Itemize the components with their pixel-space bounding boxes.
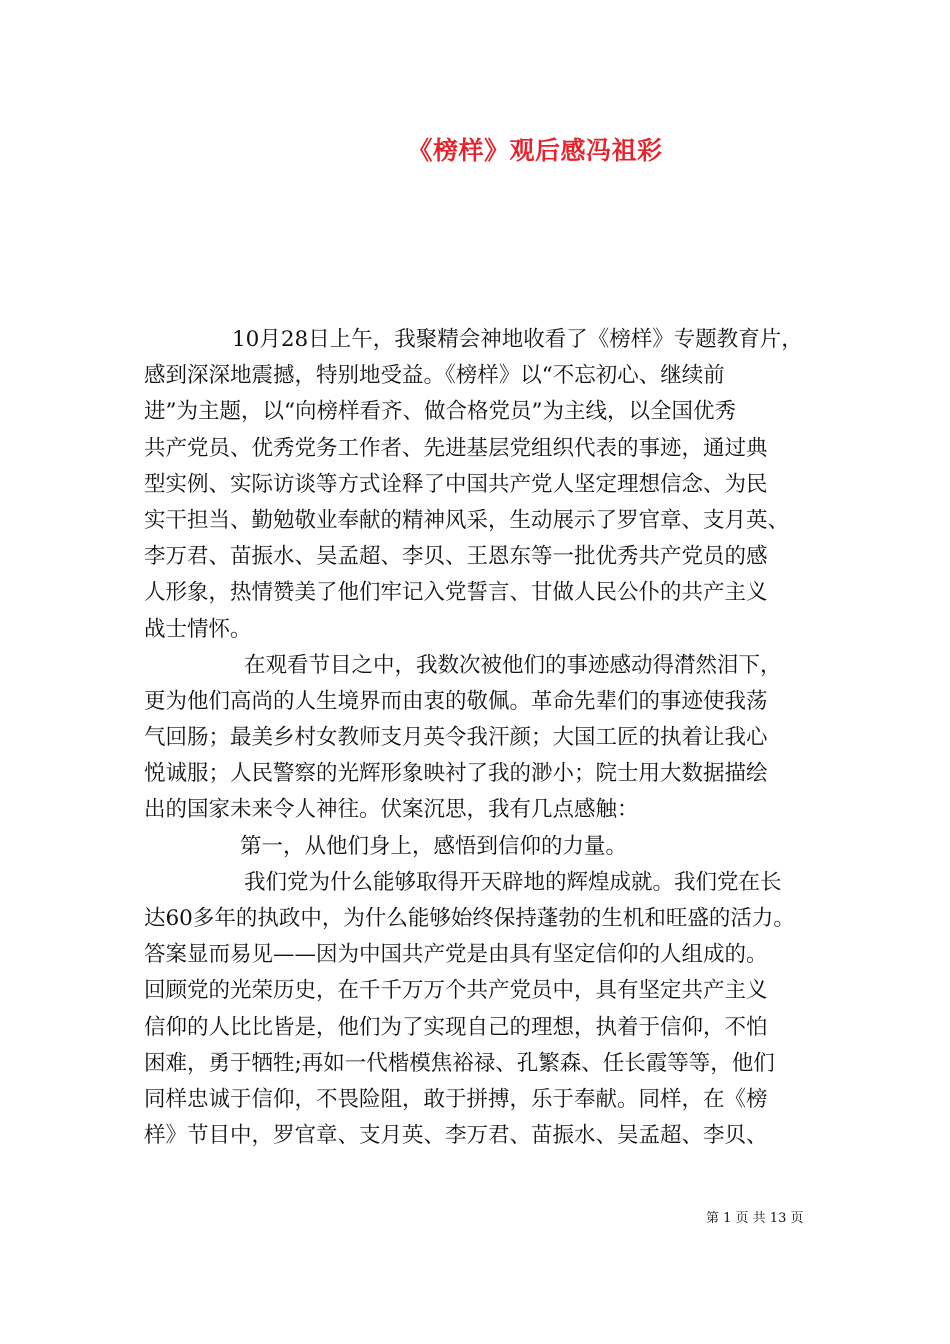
paragraph-line: 答案显而易见——因为中国共产党是由具有坚定信仰的人组成的。 (144, 942, 768, 968)
paragraph-line: 型实例、实际访谈等方式诠释了中国共产党人坚定理想信念、为民 (144, 471, 768, 497)
paragraph-line: 信仰的人比比皆是，他们为了实现自己的理想，执着于信仰，不怕 (144, 1014, 768, 1040)
paragraph-line: 人形象，热情赞美了他们牢记入党誓言、甘做人民公仆的共产主义 (144, 580, 768, 606)
paragraph-line: 10月28日上午，我聚精会神地收看了《榜样》专题教育片， (232, 327, 803, 352)
paragraph-line: 感到深深地震撼，特别地受益。《榜样》以“不忘初心、继续前 (144, 363, 725, 389)
document-title: 《榜样》观后感冯祖彩 (407, 136, 663, 165)
paragraph-line: 出的国家未来令人神往。伏案沉思，我有几点感触： (144, 797, 639, 823)
page-number-footer: 第 1 页 共 13 页 (706, 1211, 804, 1226)
paragraph-line: 共产党员、优秀党务工作者、先进基层党组织代表的事迹，通过典 (144, 435, 768, 461)
paragraph-line: 战士情怀。 (144, 616, 252, 642)
paragraph-line: 达60多年的执政中，为什么能够始终保持蓬勃的生机和旺盛的活力。 (144, 906, 795, 931)
document-body (144, 322, 814, 1154)
paragraph-line: 气回肠；最美乡村女教师支月英令我汗颜；大国工匠的执着让我心 (144, 725, 768, 751)
paragraph-line: 困难，勇于牺牲;再如一代楷模焦裕禄、孔繁森、任长霞等等，他们 (144, 1050, 775, 1076)
paragraph-line: 实干担当、勤勉敬业奉献的精神风采，生动展示了罗官章、支月英、 (144, 507, 790, 533)
section-heading-line: 第一，从他们身上，感悟到信仰的力量。 (240, 833, 628, 859)
paragraph-line: 悦诚服；人民警察的光辉形象映衬了我的渺小；院士用大数据描绘 (144, 761, 768, 787)
paragraph-line: 我们党为什么能够取得开天辟地的辉煌成就。我们党在长 (244, 869, 782, 895)
paragraph-line: 样》节目中，罗官章、支月英、李万君、苗振水、吴孟超、李贝、 (144, 1123, 768, 1149)
paragraph-line: 回顾党的光荣历史，在千千万万个共产党员中，具有坚定共产主义 (144, 978, 768, 1004)
paragraph-line: 在观看节目之中，我数次被他们的事迹感动得潸然泪下， (244, 652, 782, 678)
paragraph-line: 进”为主题，以“向榜样看齐、做合格党员”为主线，以全国优秀 (144, 399, 736, 425)
paragraph-line: 同样忠诚于信仰，不畏险阻，敢于拼搏，乐于奉献。同样，在《榜 (144, 1086, 768, 1112)
paragraph-line: 李万君、苗振水、吴孟超、李贝、王恩东等一批优秀共产党员的感 (144, 544, 768, 570)
paragraph-line: 更为他们高尚的人生境界而由衷的敬佩。革命先辈们的事迹使我荡 (144, 688, 768, 714)
